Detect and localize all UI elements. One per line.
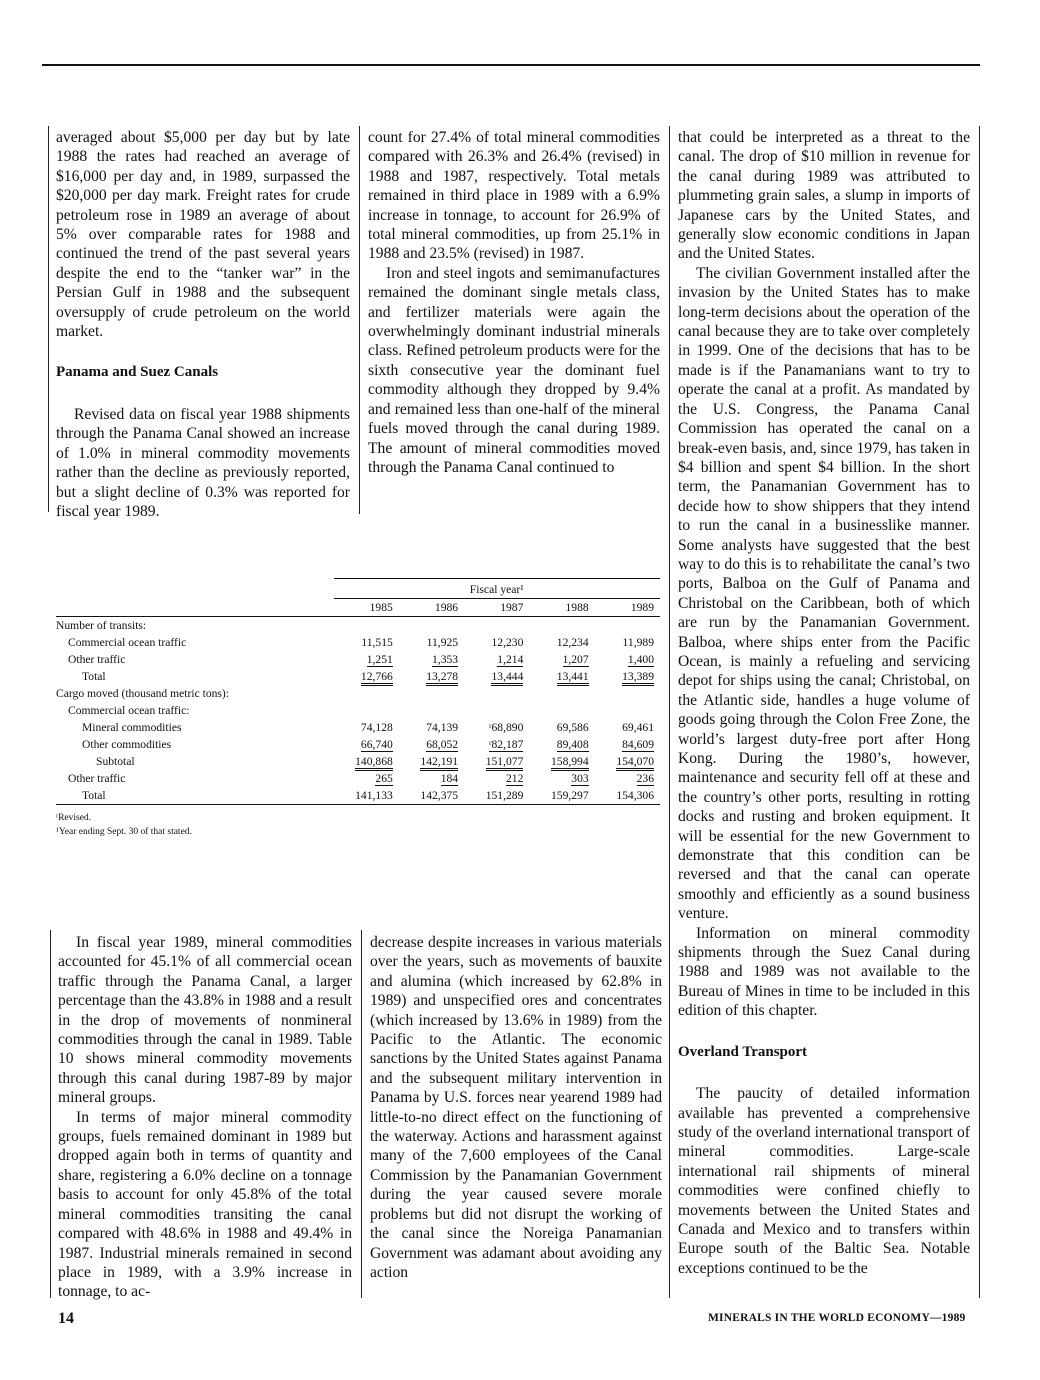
year-header: 1986: [399, 599, 464, 617]
table-cell: 140,868: [355, 755, 393, 771]
column-rule: [359, 126, 360, 514]
row-label: Number of transits:: [56, 619, 147, 632]
table-row: [56, 651, 660, 668]
table-cell: 142,375: [420, 789, 459, 802]
table-cell: 68,052: [426, 738, 459, 751]
table-row: [56, 753, 660, 770]
table-cell: 74,139: [426, 721, 459, 734]
footnote-revised: ʳRevised.: [56, 813, 92, 823]
text-column-3: [678, 128, 970, 1278]
text-column-1: [56, 128, 350, 521]
table-cell: 11,989: [622, 636, 654, 649]
row-label: Commercial ocean traffic: [68, 636, 187, 649]
paragraph: count for 27.4% of total mineral commodities compared with 26.3% and 26.4% (revised) in 1988 and 1987, respectively. Total metals remained in third place in 1989 with a 6.9% increase in tonnage, to account for 26.9% of total mineral commodities, up from 25.1% in 1988 and 23.5% (revised) in 1987.: [368, 129, 660, 263]
panama-canal-table: [56, 578, 660, 839]
table-cell: ʳ68,890: [488, 721, 524, 734]
table-cell: 13,278: [426, 670, 458, 686]
table-cell: 12,766: [361, 670, 393, 686]
paragraph: In terms of major mineral commodity groups, fuels remained dominant in 1989 but dropped again both in terms of quantity and share, registering a 6.0% decline on a tonnage basis to account for only 45.8% of the total mineral commodities transiting the canal compared with 48.6% in 1988 and 49.4% in 1987. Industrial minerals remained in second place in 1989, with a 3.9% increase in tonnage, to ac-: [58, 1108, 352, 1301]
table-cell: 141,133: [355, 789, 393, 802]
row-label: Mineral commodities: [82, 721, 182, 734]
table-row: [56, 685, 660, 702]
table-cell: 11,925: [426, 636, 459, 649]
table-cell: 66,740: [360, 738, 393, 751]
table-cell: 158,994: [551, 755, 589, 771]
table-cell: 11,515: [361, 636, 393, 649]
table-cell: 151,289: [485, 789, 524, 802]
column-rule: [50, 930, 51, 1298]
table-row: [56, 719, 660, 736]
table-footnotes: [56, 811, 660, 839]
year-header: 1987: [464, 599, 529, 617]
table-cell: 236: [636, 772, 654, 785]
row-label: Subtotal: [96, 755, 135, 768]
table-cell: 1,353: [432, 653, 459, 666]
table-row: [56, 770, 660, 787]
table-row: [56, 702, 660, 719]
paragraph: In fiscal year 1989, mineral commodities accounted for 45.1% of all commercial ocean traffic through the Panama Canal, a larger percentage than the 43.8% in 1988 and a result in the drop of movements of nonmineral commodities through the canal in 1989. Table 10 shows mineral commodity movements through this canal during 1987-89 by major mineral groups.: [58, 934, 352, 1107]
table-row: [56, 787, 660, 805]
table-cell: 13,444: [491, 670, 523, 686]
table-cell: 142,191: [420, 755, 458, 771]
table-cell: 13,389: [622, 670, 654, 686]
table-row: [56, 634, 660, 651]
paragraph: Revised data on fiscal year 1988 shipments through the Panama Canal showed an increase of 1.0% in mineral commodity movements rather than the decline as previously reported, but a slight decline of 0.3% was reported for fiscal year 1989.: [56, 405, 350, 520]
row-label: Other traffic: [68, 653, 126, 666]
table-cell: 1,400: [627, 653, 654, 666]
table-cell: 1,207: [562, 653, 589, 666]
text-column-5: [370, 933, 662, 1282]
table-cell: 154,070: [616, 755, 654, 771]
paragraph: Information on mineral commodity shipments through the Suez Canal during 1988 and 1989 was not available to the Bureau of Mines in time to be included in this edition of this chapter.: [678, 924, 970, 1020]
table-cell: 154,306: [616, 789, 654, 802]
table-row: [56, 668, 660, 685]
row-label: Cargo moved (thousand metric tons):: [56, 687, 230, 700]
table-cell: 265: [375, 772, 393, 785]
year-header: 1988: [529, 599, 594, 617]
paragraph: The paucity of detailed information available has prevented a comprehensive study of the overland international transport of mineral commodities. Large-scale international rail shipments of mineral commodities were confined chiefly to movements between the United States and Canada and Mexico and to transfers within Europe south of the Baltic Sea. Notable exceptions continued to be the: [678, 1085, 970, 1277]
row-label: Total: [82, 670, 106, 683]
table-cell: 13,441: [557, 670, 589, 686]
table-cell: 1,214: [497, 653, 524, 666]
year-header: 1985: [334, 599, 399, 617]
text-column-4: [58, 933, 352, 1302]
page-number: 14: [58, 1310, 74, 1327]
column-rule: [979, 126, 980, 1298]
table-header-row: [56, 599, 660, 617]
year-header: 1989: [595, 599, 660, 617]
section-heading-panama-suez: Panama and Suez Canals: [56, 364, 219, 381]
table-row: [56, 736, 660, 753]
table-cell: 303: [571, 772, 589, 785]
table-cell: 12,234: [556, 636, 589, 649]
row-label: Commercial ocean traffic:: [68, 704, 190, 717]
text-column-2: [368, 128, 660, 477]
table-cell: 84,609: [622, 738, 654, 751]
column-rule: [669, 126, 670, 1298]
table-header-fiscal-year: Fiscal year¹: [334, 579, 660, 599]
row-label: Other traffic: [68, 772, 126, 785]
table-cell: 184: [440, 772, 459, 785]
paragraph: averaged about $5,000 per day but by late 1988 the rates had reached an average of $16,000 per day and, in 1989, surpassed the $20,000 per day mark. Freight rates for crude petroleum rose in 1989 an average of about 5% over comparable rates for 1988 and continued the trend of the past several years despite the end to the “tanker war” in the Persian Gulf in 1988 and the subsequent oversupply of crude petroleum on the world market.: [56, 129, 350, 341]
table-cell: 151,077: [486, 755, 524, 771]
column-rule: [48, 126, 49, 512]
row-label: Total: [82, 789, 106, 802]
column-rule: [361, 930, 362, 1298]
table-cell: 12,230: [491, 636, 524, 649]
paragraph: that could be interpreted as a threat to the canal. The drop of $10 million in revenue for the canal during 1989 was attributed to plummeting grain sales, a slump in imports of Japanese cars by the United States, and generally slow economic conditions in Japan and the United States.: [678, 129, 970, 263]
table-cell: 1,251: [366, 653, 393, 666]
paragraph: decrease despite increases in various materials over the years, such as movements of bauxite and alumina (which increased by 62.8% in 1989) and unspecified ores and concentrates (which increased by 13.6% in 1989) from the Pacific to the Atlantic. The economic sanctions by the United States against Panama and the subsequent military intervention in Panama by U.S. forces near yearend 1989 had little-to-no direct effect on the functioning of the waterway. Actions and harassment against many of the 7,600 employees of the Canal Commission by the Panamanian Government during the year caused severe morale problems but did not disrupt the working of the canal since the Noreiga Panamanian Government was adamant about avoiding any action: [370, 934, 662, 1281]
row-label: Other commodities: [82, 738, 172, 751]
table-cell: 69,586: [556, 721, 589, 734]
table-cell: 212: [505, 772, 524, 785]
table-cell: ʳ82,187: [488, 738, 524, 751]
paragraph: The civilian Government installed after the invasion by the United States has to make long-term decisions about the operation of the canal because they are to take over completely in 1999. One of the decisions that has to be made is if the Panamanians want to try to operate the canal at a profit. As mandated by the U.S. Congress, the Panama Canal Commission has operated the canal on a break-even basis, and, since 1979, has taken in $4 billion and spent $4 billion. In the short term, the Panamanian Government has to decide how to show shippers that they intend to run the canal in a businesslike manner. Some analysts have suggested that the best way to do this is to rehabilitate the canal’s two ports, Balboa on the Gulf of Panama and Christobal on the Caribbean, both of which are run by the Panamanian Government. Balboa, where ships enter from the Pacific Ocean, is mainly a refueling and servicing depot for ships using the canal; Christobal, on the Atlantic side, handles a huge volume of goods going through the Colon Free Zone, the world’s largest duty-free port after Hong Kong. During the 1980’s, however, maintenance and security fell off at these and the country’s other ports, resulting in rotting docks and rusting and broken equipment. It will be essential for the new Government to demonstrate that this condition can be reversed and that the canal can operate smoothly and efficiently as a sound business venture.: [678, 264, 970, 923]
table-cell: 159,297: [550, 789, 589, 802]
table-cell: 89,408: [556, 738, 589, 751]
table-cell: 74,128: [360, 721, 393, 734]
table-cell: 69,461: [622, 721, 654, 734]
section-heading-overland-transport: Overland Transport: [678, 1043, 808, 1060]
top-rule: [42, 64, 980, 66]
paragraph: Iron and steel ingots and semimanufactures remained the dominant single metals class, and fertilizer materials were again the overwhelmingly dominant industrial minerals class. Refined petroleum products were for the sixth consecutive year the dominant fuel commodity although they dropped by 9.4% and remained less than one-half of the mineral fuels moved through the canal during 1989. The amount of mineral commodities moved through the Panama Canal continued to: [368, 264, 660, 476]
running-footer: MINERALS IN THE WORLD ECONOMY—1989: [708, 1312, 966, 1324]
table-row: [56, 617, 660, 635]
footnote-year: ¹Year ending Sept. 30 of that stated.: [56, 827, 192, 837]
